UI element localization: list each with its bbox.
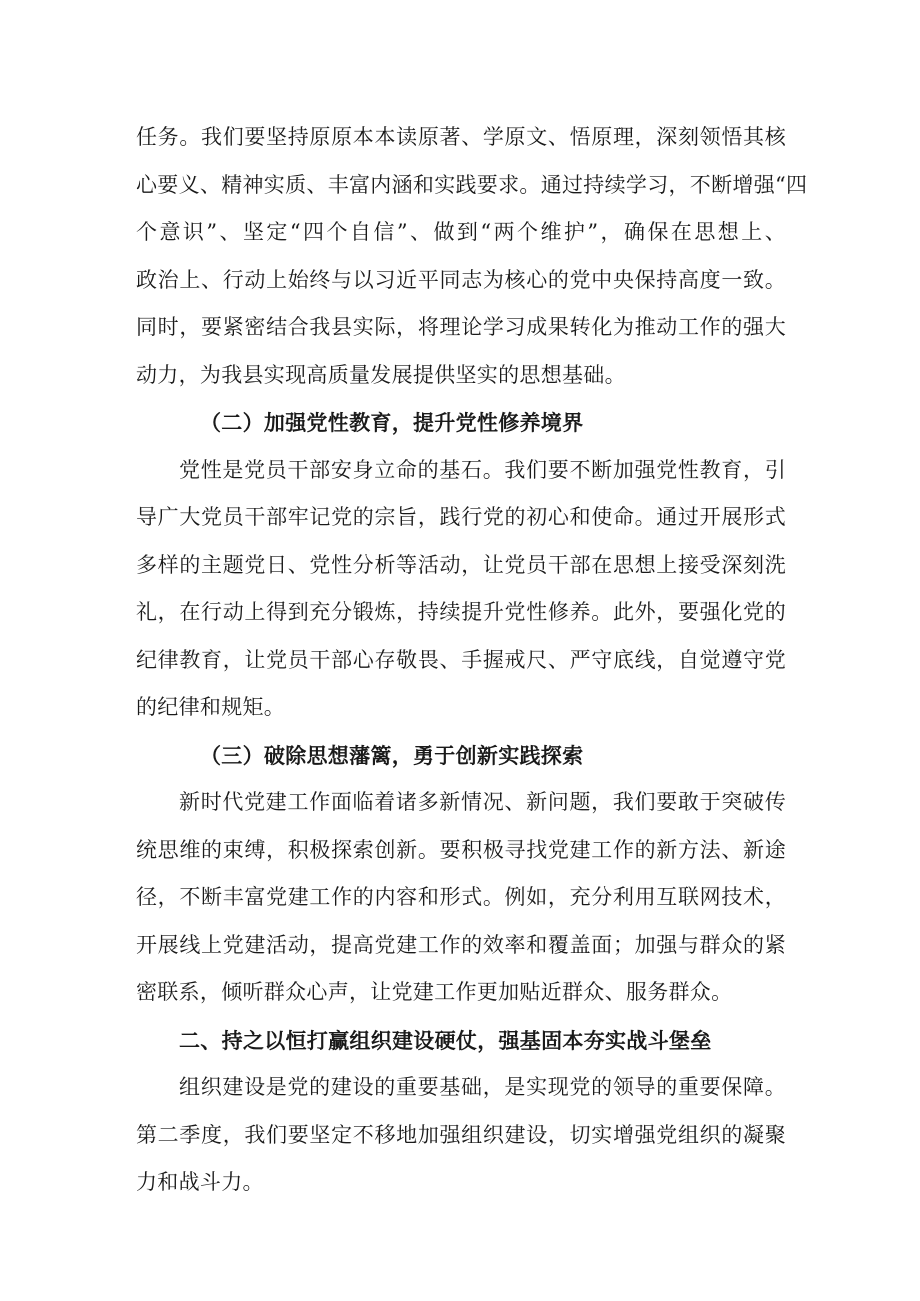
text-line: 个意识”、坚定“四个自信”、做到“两个维护”，确保在思想上、 — [136, 220, 786, 244]
text-line: 的纪律和规矩。 — [136, 695, 286, 719]
text-line: 密联系，倾听群众心声，让党建工作更加贴近群众、服务群众。 — [136, 980, 733, 1004]
paragraph-organization — [136, 1064, 786, 1207]
text-line: 统思维的束缚，积极探索创新。要积极寻找党建工作的新方法、新途 — [136, 837, 786, 862]
text-line: 动力，为我县实现高质量发展提供坚实的思想基础。 — [136, 362, 626, 387]
text-line: 党性是党员干部安身立命的基石。我们要不断加强党性教育，引 — [179, 457, 786, 482]
chapter-heading-organization: 二、持之以恒打赢组织建设硬仗，强基固本夯实战斗堡垒 — [179, 1027, 712, 1053]
section-heading-party-spirit: （二）加强党性教育，提升党性修养境界 — [200, 410, 584, 435]
text-line: 心要义、精神实质、丰富内涵和实践要求。通过持续学习，不断增强“四 — [136, 172, 808, 197]
paragraph-theory-study — [136, 114, 808, 399]
text-line: 同时，要紧密结合我县实际，将理论学习成果转化为推动工作的强大 — [136, 315, 786, 339]
text-line: 新时代党建工作面临着诸多新情况、新问题，我们要敢于突破传 — [179, 790, 786, 814]
text-line: 政治上、行动上始终与以习近平同志为核心的党中央保持高度一致。 — [136, 267, 786, 292]
paragraph-innovation — [136, 779, 786, 1017]
text-line: 多样的主题党日、党性分析等活动，让党员干部在思想上接受深刻洗 — [136, 552, 786, 577]
text-line: 纪律教育，让党员干部心存敬畏、手握戒尺、严守底线，自觉遵守党 — [136, 647, 786, 672]
document-page — [136, 114, 808, 1207]
text-line: 任务。我们要坚持原原本本读原著、学原文、悟原理，深刻领悟其核 — [136, 125, 786, 149]
text-line: 第二季度，我们要坚定不移地加强组织建设，切实增强党组织的凝聚 — [136, 1122, 786, 1147]
text-line: 礼，在行动上得到充分锻炼，持续提升党性修养。此外，要强化党的 — [136, 600, 786, 624]
text-line: 导广大党员干部牢记党的宗旨，践行党的初心和使命。通过开展形式 — [136, 505, 786, 529]
section-heading-innovation: （三）破除思想藩篱，勇于创新实践探索 — [200, 742, 584, 768]
paragraph-party-spirit — [136, 447, 786, 732]
text-line: 开展线上党建活动，提高党建工作的效率和覆盖面；加强与群众的紧 — [136, 932, 786, 957]
text-line: 径，不断丰富党建工作的内容和形式。例如，充分利用互联网技术， — [136, 885, 786, 909]
text-line: 力和战斗力。 — [136, 1170, 264, 1194]
text-line: 组织建设是党的建设的重要基础，是实现党的领导的重要保障。 — [179, 1075, 786, 1099]
